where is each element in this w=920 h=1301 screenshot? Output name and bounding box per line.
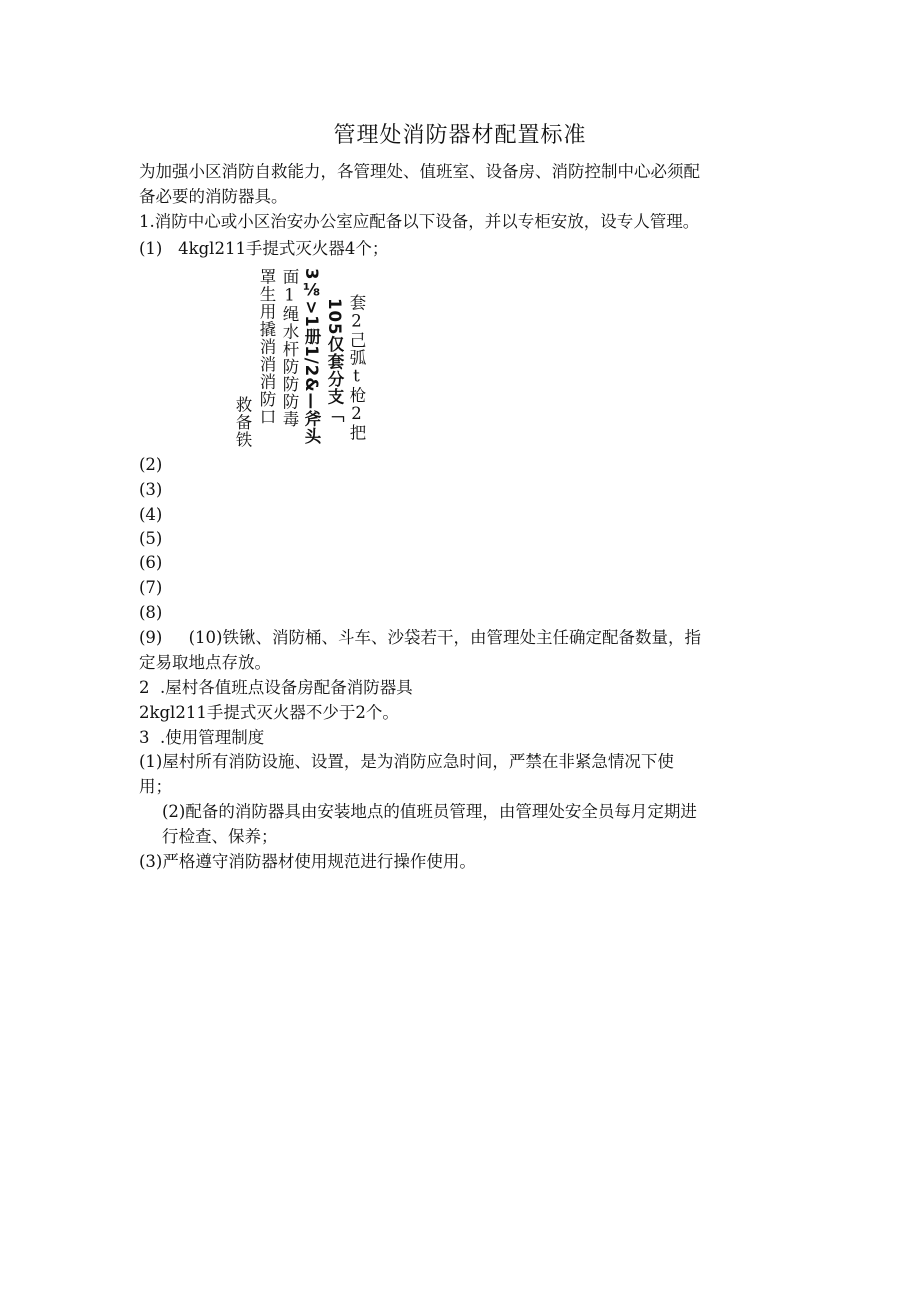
vertical-column-4: 3⅛>1册1/2&—斧头 bbox=[302, 268, 321, 446]
list-item-3: (3) bbox=[139, 480, 163, 499]
list-item-1: (1) 4kgl211手提式灭火器4个； bbox=[139, 239, 389, 258]
rule-2-line-1: (2)配备的消防器具由安装地点的值班员管理，由管理处安全员每月定期进 bbox=[162, 802, 697, 821]
section-1-heading: 1.消防中心或小区治安办公室应配备以下设备，并以专柜安放，设专人管理。 bbox=[139, 212, 700, 231]
vertical-column-6: 套2己弧t枪2把 bbox=[347, 294, 366, 442]
vertical-column-1: 救备铁 bbox=[233, 396, 252, 449]
list-item-4: (4) bbox=[139, 505, 163, 524]
rule-1-line-1: (1)屋村所有消防设施、设置，是为消防应急时间，严禁在非紧急情况下使 bbox=[139, 752, 674, 771]
list-item-9-line-2: 定易取地点存放。 bbox=[139, 653, 271, 672]
vertical-column-3: 面1绳水杆防防防毒 bbox=[280, 268, 299, 428]
list-item-8: (8) bbox=[139, 603, 163, 622]
section-3-heading: 3 .使用管理制度 bbox=[139, 728, 265, 747]
rule-3: (3)严格遵守消防器材使用规范进行操作使用。 bbox=[139, 852, 476, 871]
section-2-heading: 2 .屋村各值班点设备房配备消防器具 bbox=[139, 678, 413, 697]
intro-line-1: 为加强小区消防自救能力，各管理处、值班室、设备房、消防控制中心必须配 bbox=[139, 162, 700, 181]
list-item-5: (5) bbox=[139, 529, 163, 548]
list-item-6: (6) bbox=[139, 553, 163, 572]
page-title: 管理处消防器材配置标准 bbox=[333, 123, 587, 148]
vertical-column-5: 105仅套分支「 bbox=[325, 298, 344, 423]
vertical-column-2: 罩生用撬消消消防口 bbox=[257, 268, 276, 426]
list-item-9-line-1: (9) (10)铁锹、消防桶、斗车、沙袋若干，由管理处主任确定配备数量，指 bbox=[139, 628, 701, 647]
intro-line-2: 备必要的消防器具。 bbox=[139, 187, 288, 206]
list-item-7: (7) bbox=[139, 578, 163, 597]
rule-2-line-2: 行检查、保养； bbox=[162, 827, 278, 846]
list-item-2: (2) bbox=[139, 455, 163, 474]
section-2-text: 2kgl211手提式灭火器不少于2个。 bbox=[139, 703, 399, 722]
rule-1-line-2: 用； bbox=[139, 777, 172, 796]
